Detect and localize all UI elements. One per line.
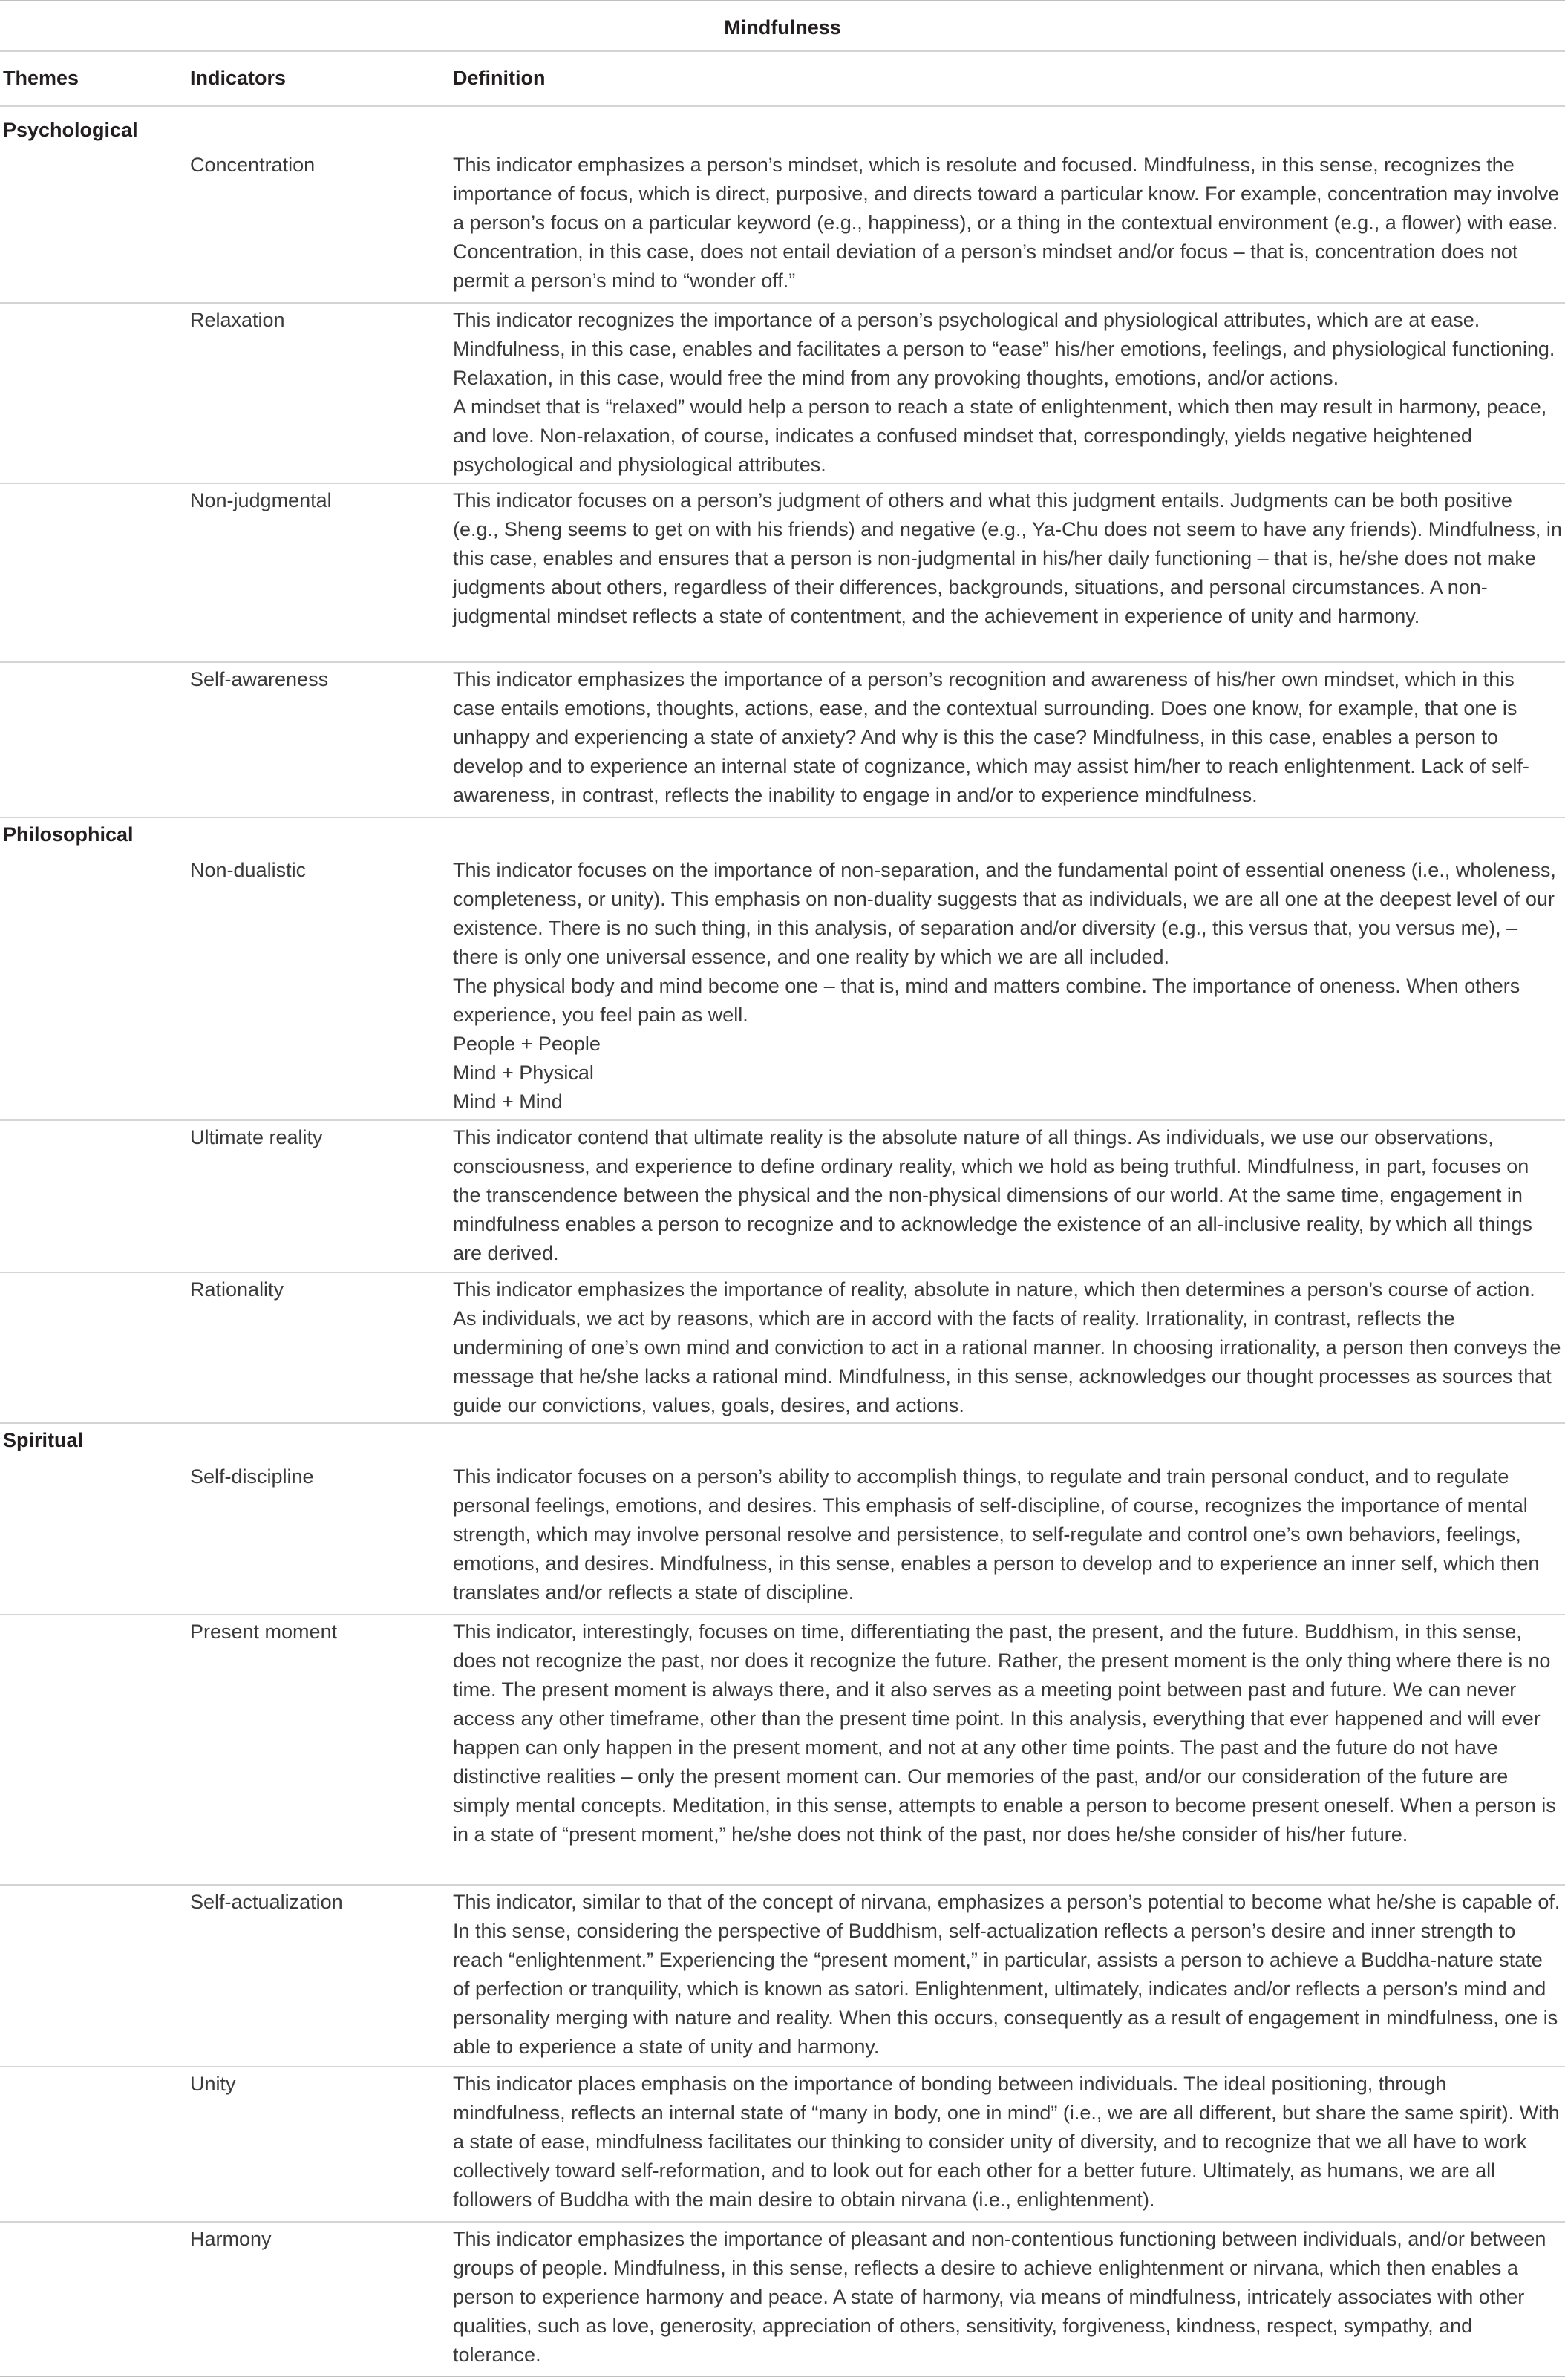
- header-themes: Themes: [3, 67, 79, 89]
- definition-harmony: [453, 2225, 1562, 2370]
- indicator-self-discipline: Self-discipline: [190, 1465, 314, 1488]
- row-divider: [0, 1422, 1565, 1424]
- table-header-row: [0, 52, 1565, 107]
- row-divider: [0, 661, 1565, 663]
- theme-spiritual: Spiritual: [3, 1429, 84, 1451]
- definition-text: This indicator recognizes the importance of a person’s psychological and physiological attributes, which are at ease. Mindfulness, in this case, enables and facilitates a person to “ease” his/her emotions, feelings, and physiological functioning. Relaxation, in this case, would free the mind from any provoking thoughts, emotions, and/or actions. A mindset that is “relaxed” would help a person to reach a state of enlightenment, which then may result in harmony, peace, and love. Non-relaxation, of course, indicates a confused mindset that, correspondingly, yields negative heightened psychological and physiological attributes.: [453, 309, 1555, 476]
- definition-text: This indicator focuses on a person’s judgment of others and what this judgment entails. Judgments can be both positive (e.g., Sheng seems to get on with his friends) and negative (e.g., Ya-Chu does not seem to have any friends). Mindfulness, in this case, enables and ensures that a person is non-judgmental in his/her daily functioning – that is, he/she does not make judgments about others, regardless of their differences, backgrounds, situations, and personal circumstances. A non-judgmental mindset reflects a state of contentment, and the achievement in experience of unity and harmony.: [453, 489, 1562, 627]
- row-divider: [0, 1614, 1565, 1615]
- definition-rationality: [453, 1275, 1562, 1420]
- definition-present-moment: [453, 1618, 1562, 1849]
- row-divider: [0, 2221, 1565, 2223]
- table-bottom-rule: [0, 2376, 1565, 2377]
- definition-text: This indicator contend that ultimate reality is the absolute nature of all things. As individuals, we use our observations, consciousness, and experience to define ordinary reality, which we hold as being truthful. Mindfulness, in part, focuses on the transcendence between the physical and the non-physical dimensions of our world. At the same time, engagement in mindfulness enables a person to recognize and to acknowledge the existence of an all-inclusive reality, by which all things are derived.: [453, 1126, 1532, 1264]
- definition-text: This indicator emphasizes the importance of reality, absolute in nature, which then determines a person’s course of action. As individuals, we act by reasons, which are in accord with the facts of reality. Irrationality, in contrast, reflects the undermining of one’s own mind and conviction to act in a rational manner. In choosing irrationality, a person then conveys the message that he/she lacks a rational mind. Mindfulness, in this sense, acknowledges our thought processes as sources that guide our convictions, values, goals, desires, and actions.: [453, 1278, 1561, 1416]
- definition-text: This indicator focuses on a person’s ability to accomplish things, to regulate and train personal conduct, and to regulate personal feelings, emotions, and desires. This emphasis of self-discipline, of course, recognizes the importance of mental strength, which may involve personal resolve and persistence, to self-regulate and control one’s own behaviors, feelings, emotions, and desires. Mindfulness, in this sense, enables a person to develop and to experience an inner self, which then translates and/or reflects a state of discipline.: [453, 1465, 1540, 1603]
- definition-text: This indicator, interestingly, focuses on time, differentiating the past, the present, and the future. Buddhism, in this sense, does not recognize the past, nor does it recognize the future. Rather, the present moment is the only thing where there is no time. The present moment is always there, and it also serves as a meeting point between past and future. We can never access any other timeframe, other than the present time point. In this analysis, everything that ever happened and will ever happen can only happen in the present moment, and not at any other time points. The past and the future do not have distinctive realities – only the present moment can. Our memories of the past, and/or our consideration of the future are simply mental concepts. Meditation, in this sense, attempts to enable a person to become present oneself. When a person is in a state of “present moment,” he/she does not think of the past, nor does he/she consider of his/her future.: [453, 1621, 1556, 1846]
- indicator-rationality: Rationality: [190, 1278, 284, 1301]
- row-divider: [0, 1272, 1565, 1273]
- definition-unity: [453, 2070, 1562, 2214]
- definition-concentration: [453, 151, 1562, 295]
- definition-text: This indicator emphasizes the importance of a person’s recognition and awareness of his/her own mindset, which in this case entails emotions, thoughts, actions, ease, and the contextual surrounding. Does one know, for example, that one is unhappy and experiencing a state of anxiety? And why is this the case? Mindfulness, in this case, enables a person to develop and to experience an internal state of cognizance, which may assist him/her to reach enlightenment. Lack of self-awareness, in contrast, reflects the inability to engage in and/or to experience mindfulness.: [453, 668, 1529, 806]
- header-indicators: Indicators: [190, 67, 287, 89]
- definition-non-dualistic: [453, 856, 1562, 1117]
- row-divider: [0, 1119, 1565, 1121]
- definition-relaxation: [453, 306, 1562, 480]
- header-definition: Definition: [453, 67, 546, 89]
- row-divider: [0, 302, 1565, 304]
- indicator-harmony: Harmony: [190, 2228, 272, 2250]
- indicator-ultimate-reality: Ultimate reality: [190, 1126, 323, 1148]
- definition-text: This indicator places emphasis on the importance of bonding between individuals. The ideal positioning, through mindfulness, reflects an internal state of “many in body, one in mind” (i.e., we are all different, but share the same spirit). With a state of ease, mindfulness facilitates our thinking to consider unity of diversity, and to recognize that we all have to work collectively toward self-reformation, and to look out for each other for a better future. Ultimately, as humans, we are all followers of Buddha with the main desire to obtain nirvana (i.e., enlightenment).: [453, 2073, 1560, 2211]
- row-divider: [0, 483, 1565, 484]
- theme-psychological: Psychological: [3, 119, 138, 141]
- row-divider: [0, 1884, 1565, 1886]
- row-divider: [0, 817, 1565, 818]
- definition-ultimate-reality: [453, 1123, 1562, 1268]
- indicator-self-actualization: Self-actualization: [190, 1891, 343, 1913]
- definition-text: This indicator, similar to that of the concept of nirvana, emphasizes a person’s potential to become what he/she is capable of. In this sense, considering the perspective of Buddhism, self-actualization reflects a person’s desire and inner strength to reach “enlightenment.” Experiencing the “present moment,” in particular, assists a person to achieve a Buddha-nature state of perfection or tranquility, which is known as satori. Enlightenment, ultimately, indicates and/or reflects a person’s mind and personality merging with nature and reality. When this occurs, consequently as a result of engagement in mindfulness, one is able to experience a state of unity and harmony.: [453, 1891, 1561, 2058]
- theme-philosophical: Philosophical: [3, 823, 134, 846]
- indicator-unity: Unity: [190, 2073, 236, 2095]
- indicator-relaxation: Relaxation: [190, 309, 285, 331]
- definition-non-judgmental: [453, 486, 1562, 631]
- indicator-present-moment: Present moment: [190, 1621, 338, 1643]
- row-divider: [0, 2066, 1565, 2067]
- definition-self-discipline: [453, 1462, 1562, 1607]
- indicator-non-judgmental: Non-judgmental: [190, 489, 332, 511]
- definition-text: This indicator focuses on the importance of non-separation, and the fundamental point of essential oneness (i.e., wholeness, completeness, or unity). This emphasis on non-duality suggests that as individuals, we are all one at the deepest level of our existence. There is no such thing, in this analysis, of separation and/or diversity (e.g., this versus that, you versus me), – there is only one universal essence, and one reality by which we are all included. The physical body and mind become one – that is, mind and matters combine. The importance of oneness. When others experience, you feel pain as well. People + People Mind + Physical Mind + Mind: [453, 859, 1556, 1113]
- indicator-self-awareness: Self-awareness: [190, 668, 329, 690]
- definition-text: This indicator emphasizes the importance of pleasant and non-contentious functioning between individuals, and/or between groups of people. Mindfulness, in this sense, reflects a desire to achieve enlightenment or nirvana, which then enables a person to experience harmony and peace. A state of harmony, via means of mindfulness, intricately associates with other qualities, such as love, generosity, appreciation of others, sensitivity, forgiveness, kindness, respect, sympathy, and tolerance.: [453, 2228, 1546, 2366]
- indicator-non-dualistic: Non-dualistic: [190, 859, 307, 881]
- table-title: Mindfulness: [0, 0, 1565, 52]
- definition-self-awareness: [453, 665, 1562, 810]
- definition-self-actualization: [453, 1888, 1562, 2062]
- indicator-concentration: Concentration: [190, 154, 316, 176]
- definition-text: This indicator emphasizes a person’s mindset, which is resolute and focused. Mindfulness, in this sense, recognizes the importance of focus, which is direct, purposive, and directs toward a particular know. For example, concentration may involve a person’s focus on a particular keyword (e.g., happiness), or a thing in the contextual environment (e.g., a flower) with ease. Concentration, in this case, does not entail deviation of a person’s mindset and/or focus – that is, concentration does not permit a person’s mind to “wonder off.”: [453, 154, 1560, 292]
